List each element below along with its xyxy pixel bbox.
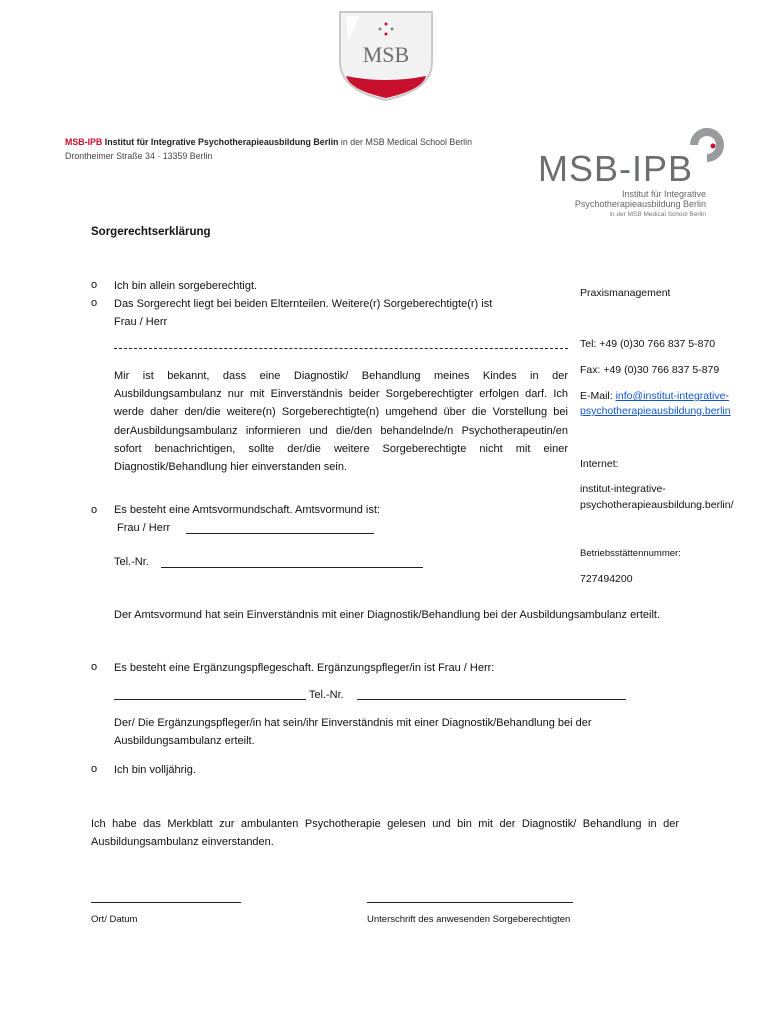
caregiver-consent-paragraph: Der/ Die Ergänzungspfleger/in hat sein/ihr Einverständnis mit einer Diagnostik/Behandlung bei der Ausbildungsambulanz erteilt. (114, 717, 592, 748)
signature-field[interactable] (367, 902, 573, 903)
institute-name-line (65, 137, 472, 148)
institute-address: Drontheimer Straße 34 · 13359 Berlin (65, 151, 213, 162)
caregiver-tel-field[interactable] (357, 699, 626, 700)
msbipb-logo-arc-icon (690, 128, 724, 167)
sidebar-internet-label: Internet: (580, 458, 619, 470)
msb-shield-logo (336, 10, 436, 102)
sidebar-internet-1: institut-integrative- (580, 483, 666, 495)
bullet-3-icon: o (91, 504, 98, 516)
email-label: E-Mail: (580, 390, 616, 402)
sidebar-internet-2: psychotherapieausbildung.berlin/ (580, 499, 734, 511)
bullet-4-icon: o (91, 661, 98, 673)
item-supplementary-care: Es besteht eine Ergänzungspflegeschaft. Ergänzungspfleger/in ist Frau / Herr: (114, 662, 495, 674)
shield-logo-text: MSB (362, 42, 410, 67)
guardian-consent-paragraph: Der Amtsvormund hat sein Einverständnis mit einer Diagnostik/Behandlung bei der Ausbildungsambulanz erteilt. (114, 609, 661, 621)
sidebar-department: Praxismanagement (580, 287, 671, 299)
item-sole-custody: Ich bin allein sorgeberechtigt. (114, 280, 258, 292)
joint-custody-name-field[interactable] (114, 348, 568, 349)
item-guardianship: Es besteht eine Amtsvormundschaft. Amtsvormund ist: (114, 504, 380, 516)
guardian-name-label: Frau / Herr (117, 522, 171, 534)
bullet-2-icon: o (91, 297, 98, 309)
caregiver-name-field[interactable] (114, 699, 306, 700)
email-link[interactable]: info@institut-integrative- (615, 390, 729, 402)
guardian-tel-field[interactable] (161, 567, 423, 568)
signature-label: Unterschrift des anwesenden Sorgeberechtigten (367, 914, 571, 925)
bullet-1-icon: o (91, 279, 98, 291)
item-joint-custody: Das Sorgerecht liegt bei beiden Elternteilen. Weitere(r) Sorgeberechtigte(r) ist (114, 298, 493, 310)
email-link-cont[interactable]: psychotherapieausbildung.berlin (580, 405, 731, 417)
msbipb-logo-text (538, 148, 693, 190)
logo-subtitle-1: Institut für Integrative (621, 189, 706, 199)
logo-subtitle-3: in der MSB Medical School Berlin (609, 211, 706, 218)
inst-name: Institut für Integrative Psychotherapieausbildung Berlin (102, 137, 339, 148)
logo-msb: MSB (538, 148, 620, 189)
item-adult: Ich bin volljährig. (114, 764, 196, 776)
inst-prefix: MSB-IPB (65, 137, 103, 148)
closing-statement: Ich habe das Merkblatt zur ambulanten Psychotherapie gelesen und bin mit der Diagnostik/ Behandlung in der Ausbildungsambulanz einverstanden. (91, 818, 679, 849)
sidebar-tel: Tel: +49 (0)30 766 837 5-870 (580, 338, 716, 350)
caregiver-tel-label: Tel.-Nr. (306, 689, 347, 701)
sidebar-betrieb-value: 727494200 (580, 573, 633, 585)
sidebar-fax: Fax: +49 (0)30 766 837 5-879 (580, 364, 720, 376)
inst-suffix: in der MSB Medical School Berlin (338, 137, 473, 148)
sidebar-email (580, 390, 729, 402)
place-date-field[interactable] (91, 902, 241, 903)
logo-subtitle-2: Psychotherapieausbildung Berlin (574, 199, 706, 209)
guardian-name-field[interactable] (186, 533, 374, 534)
sidebar-betrieb-label: Betriebsstättennummer: (580, 548, 681, 559)
logo-ipb: -IPB (619, 148, 694, 189)
place-date-label: Ort/ Datum (91, 914, 138, 925)
bullet-5-icon: o (91, 763, 98, 775)
guardian-tel-label: Tel.-Nr. (114, 556, 149, 568)
item-joint-custody-name-label: Frau / Herr (114, 316, 168, 328)
page-title: Sorgerechtserklärung (91, 226, 211, 238)
joint-custody-paragraph: Mir ist bekannt, dass eine Diagnostik/ Behandlung meines Kindes in der Ausbildungsambulanz nur mit Einverständnis beider Sorgeberechtigter erfolgen darf. Ich werde daher den/die weitere(n) Sorgeberechtigte(n) umgehend über die Vorstellung bei derAusbildungsambulanz informieren und die/den behandelnde/n Psychotherapeutin/en sofort benachrichtigen, sollte der/die weitere Sorgeberechtigte nicht mit einer Diagnostik/Behandlung hier einverstanden sein. (114, 370, 568, 474)
